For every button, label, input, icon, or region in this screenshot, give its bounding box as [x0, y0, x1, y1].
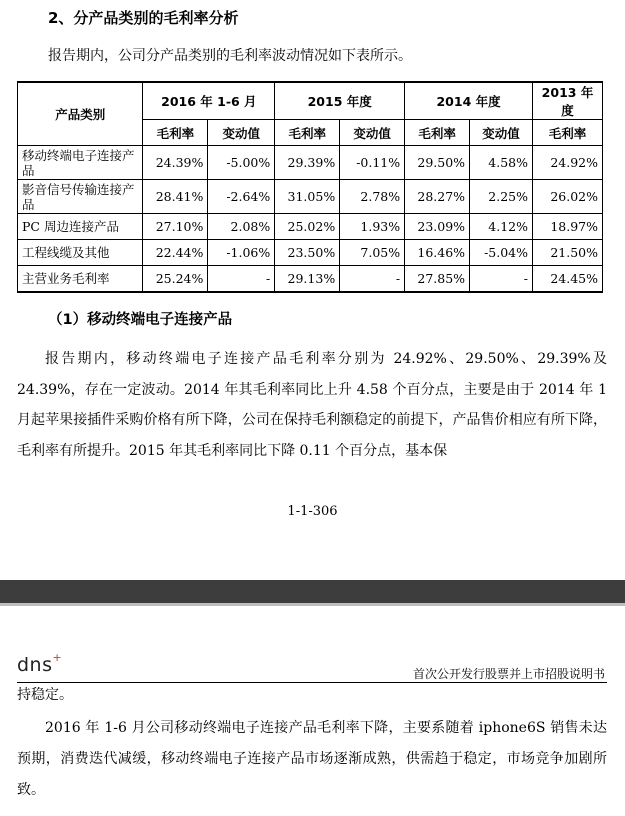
category-cell: 工程线缆及其他 [18, 240, 143, 266]
value-cell: 1.93% [340, 214, 405, 240]
table-row [18, 266, 603, 293]
value-cell: 25.24% [143, 266, 208, 293]
value-cell: -0.11% [340, 146, 405, 180]
paragraph: 2016 年 1-6 月公司移动终端电子连接产品毛利率下降，主要系随着 iphone6S 销售未达预期，消费迭代减缓，移动终端电子连接产品市场逐渐成熟，供需趋于稳定，市场竞争加剧所致。 [17, 720, 607, 798]
value-cell: 18.97% [533, 214, 603, 240]
margin-header: 毛利率 [275, 120, 340, 146]
table-row [18, 240, 603, 266]
value-cell: 29.39% [275, 146, 340, 180]
value-cell: 2.25% [470, 180, 533, 214]
gross-margin-table [17, 81, 603, 293]
value-cell: 2.78% [340, 180, 405, 214]
logo-text: dns [17, 654, 53, 676]
value-cell: 23.50% [275, 240, 340, 266]
category-cell: 主营业务毛利率 [18, 266, 143, 293]
running-header: 首次公开发行股票并上市招股说明书 [412, 667, 605, 681]
value-cell: 28.27% [405, 180, 470, 214]
page-separator-shadow [0, 603, 625, 606]
value-cell: 7.05% [340, 240, 405, 266]
value-cell: - [470, 266, 533, 293]
value-cell: 23.09% [405, 214, 470, 240]
value-cell: -2.64% [208, 180, 275, 214]
paragraph: 报告期内，移动终端电子连接产品毛利率分别为 24.92%、29.50%、29.39%及 24.39%，存在一定波动。2014 年其毛利率同比上升 4.58 个百分点，主要是由于 2014 年 1 月起苹果接插件采购价格有所下降，公司在保持毛利额稳定的前提下，产品售价相应有所下降，毛利率有所提升。2015 年其毛利率同比下降 0.11 个百分点，基本保 [17, 351, 607, 459]
value-cell: 24.39% [143, 146, 208, 180]
value-cell: 22.44% [143, 240, 208, 266]
value-cell: 21.50% [533, 240, 603, 266]
margin-header: 毛利率 [533, 120, 603, 146]
value-cell: -5.04% [470, 240, 533, 266]
category-cell: 影音信号传输连接产品 [18, 180, 143, 214]
page-separator [0, 580, 625, 603]
margin-header: 毛利率 [405, 120, 470, 146]
value-cell: 27.10% [143, 214, 208, 240]
value-cell: - [208, 266, 275, 293]
category-header: 产品类别 [18, 82, 143, 146]
margin-header: 毛利率 [143, 120, 208, 146]
page-number: 1-1-306 [287, 504, 338, 519]
category-cell: PC 周边连接产品 [18, 214, 143, 240]
value-cell: 28.41% [143, 180, 208, 214]
value-cell: -5.00% [208, 146, 275, 180]
logo-mark: + [52, 651, 63, 664]
table-row [18, 146, 603, 180]
value-cell: 25.02% [275, 214, 340, 240]
paragraph-continuation: 持稳定。 [17, 687, 73, 703]
value-cell: 31.05% [275, 180, 340, 214]
value-cell: -1.06% [208, 240, 275, 266]
value-cell: 27.85% [405, 266, 470, 293]
section-title: 2、分产品类别的毛利率分析 [48, 9, 239, 27]
category-cell: 移动终端电子连接产品 [18, 146, 143, 180]
period-header: 2013 年度 [533, 82, 603, 120]
value-cell: 2.08% [208, 214, 275, 240]
value-cell: 4.58% [470, 146, 533, 180]
value-cell: 29.13% [275, 266, 340, 293]
value-cell: 26.02% [533, 180, 603, 214]
header-rule [17, 682, 607, 683]
period-header: 2016 年 1-6 月 [143, 82, 275, 120]
change-header: 变动值 [470, 120, 533, 146]
value-cell: 24.92% [533, 146, 603, 180]
value-cell: - [340, 266, 405, 293]
period-header: 2014 年度 [405, 82, 533, 120]
value-cell: 29.50% [405, 146, 470, 180]
table-row [18, 214, 603, 240]
change-header: 变动值 [340, 120, 405, 146]
value-cell: 4.12% [470, 214, 533, 240]
company-logo [17, 651, 63, 676]
period-header: 2015 年度 [275, 82, 405, 120]
table-row [18, 180, 603, 214]
change-header: 变动值 [208, 120, 275, 146]
subsection-title: （1）移动终端电子连接产品 [48, 312, 233, 328]
value-cell: 16.46% [405, 240, 470, 266]
intro-text: 报告期内，公司分产品类别的毛利率波动情况如下表所示。 [48, 48, 412, 64]
value-cell: 24.45% [533, 266, 603, 293]
